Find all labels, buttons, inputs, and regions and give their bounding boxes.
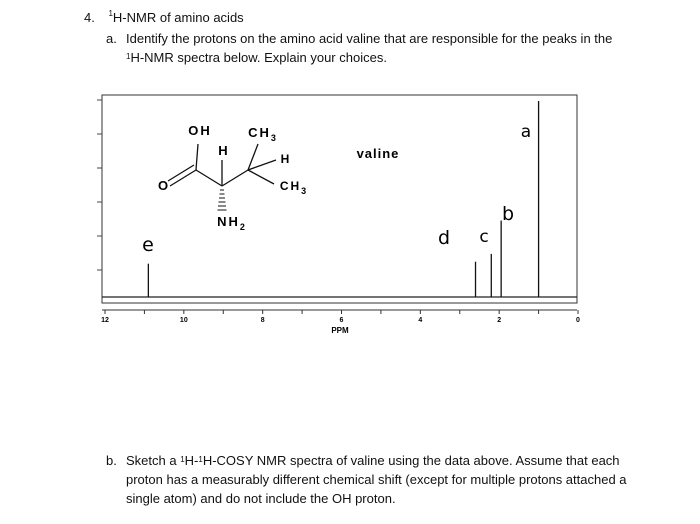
x-axis-ticks	[101, 310, 580, 324]
part-b-marker: b.	[106, 453, 117, 468]
part-b	[106, 451, 666, 508]
x-tick-label: 2	[497, 317, 502, 324]
part-b-line2: proton has a measurably different chemical shift (except for multiple protons attached a	[126, 472, 627, 487]
x-tick-label: 10	[179, 317, 188, 324]
valine-structure	[158, 123, 308, 232]
part-a-sup: 1	[126, 52, 131, 61]
x-tick-label: 8	[260, 317, 265, 324]
compound-label: valine	[356, 146, 400, 161]
peak-label-c: c	[479, 227, 489, 247]
hashed-wedge	[218, 190, 227, 210]
beta-h-label: H	[280, 152, 290, 166]
question-title-text: H-NMR of amino acids	[112, 10, 244, 25]
top-methyl-label: $CH_3$	[248, 125, 278, 143]
x-tick-label: 4	[418, 317, 423, 324]
spectrum-frame	[102, 95, 577, 303]
left-frame-ticks	[97, 100, 102, 270]
bottom-methyl-label: $CH_3$	[279, 179, 309, 196]
carbonyl-o-label: O	[157, 178, 169, 193]
part-a-line2-text: H-NMR spectra below. Explain your choices.	[130, 50, 387, 65]
oh-label: OH	[188, 123, 212, 138]
peak-label-a: a	[520, 122, 532, 142]
part-b-line1: Sketch a $^1$H-$^1$H-COSY NMR spectra of valine using the data above. Assume that each	[126, 453, 620, 468]
peak-label-e: e	[142, 234, 154, 256]
title-superscript: 1	[108, 9, 113, 18]
part-a-marker: a.	[106, 31, 117, 46]
question-number: 4.	[84, 10, 95, 25]
alpha-h-label: H	[218, 143, 228, 158]
part-b-line3: single atom) and do not include the OH proton.	[126, 491, 396, 506]
part-a-line1: Identify the protons on the amino acid valine that are responsible for the peaks in the	[126, 31, 613, 46]
x-tick-label: 0	[576, 317, 580, 324]
amine-label: $NH_2$	[217, 214, 247, 232]
x-tick-label: 12	[101, 317, 109, 324]
peak-label-d: d	[437, 227, 451, 249]
peak-label-b: b	[501, 203, 515, 225]
x-tick-label: 6	[339, 317, 344, 324]
axis-title: PPM	[331, 326, 349, 335]
